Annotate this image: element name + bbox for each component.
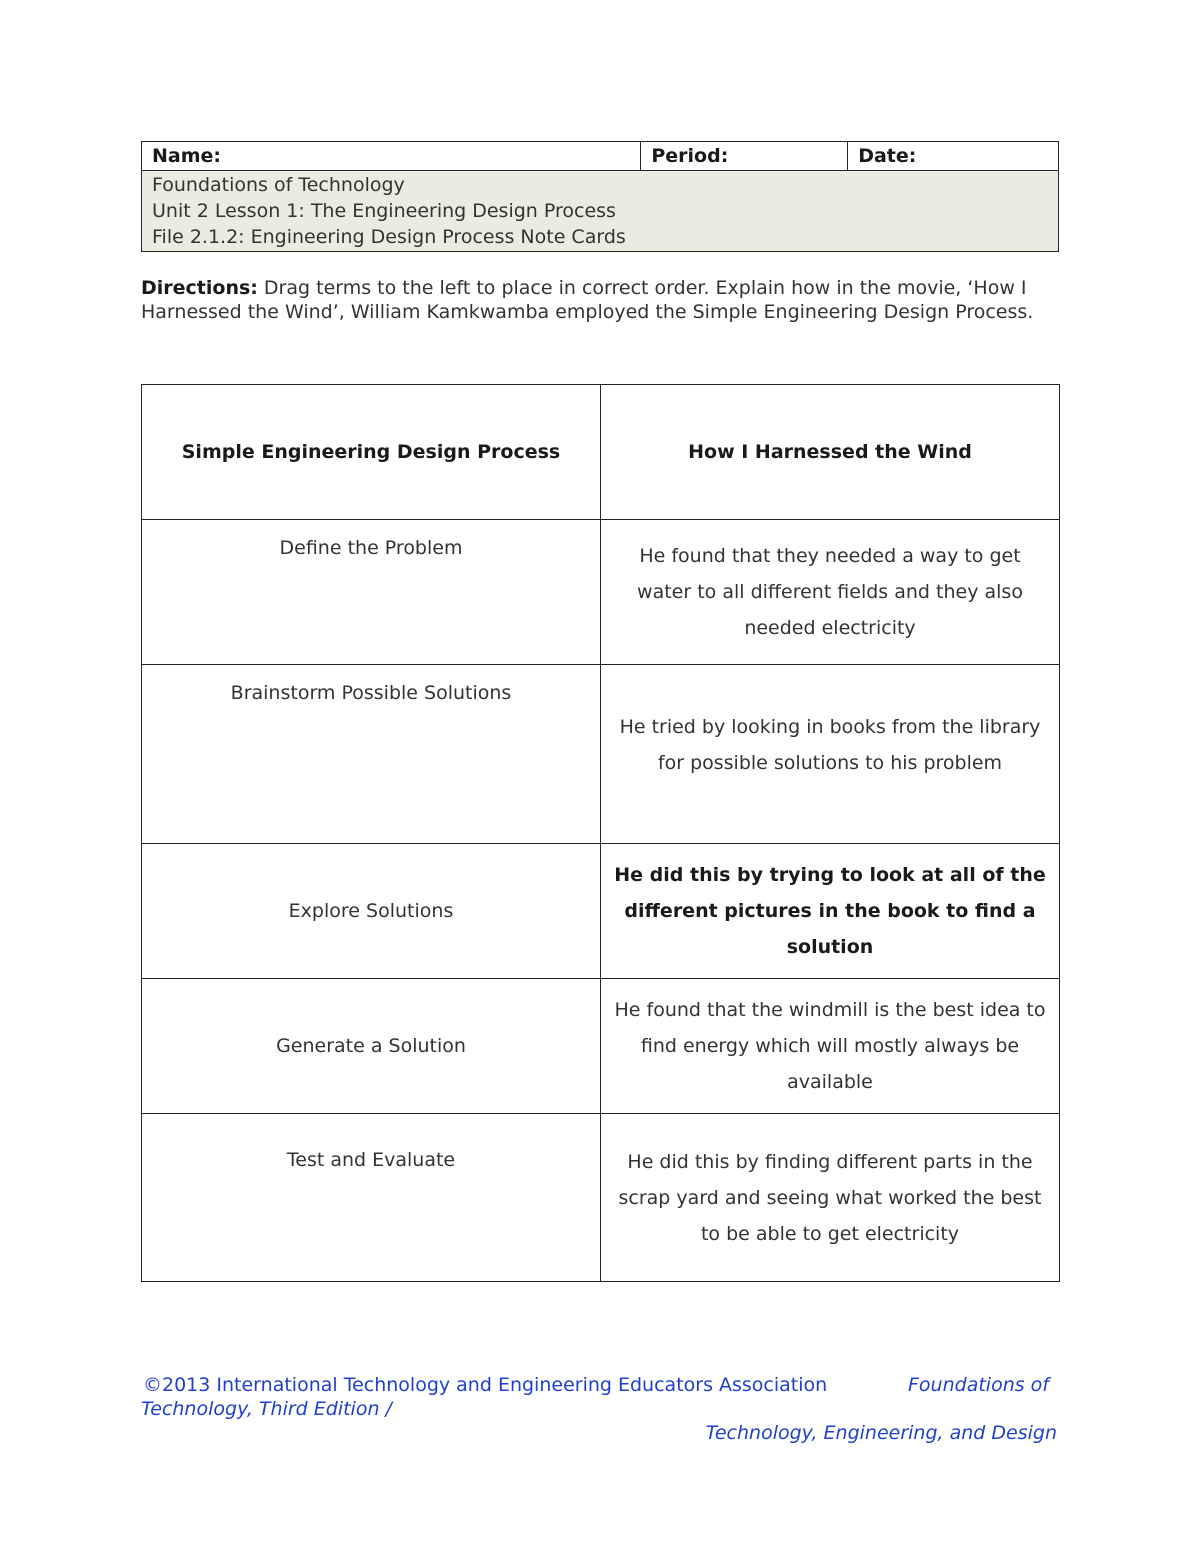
book-title-part3: Technology, Engineering, and Design (705, 1422, 1057, 1444)
process-step[interactable]: Test and Evaluate (142, 1114, 601, 1282)
process-step[interactable]: Define the Problem (142, 520, 601, 665)
column-header-movie: How I Harnessed the Wind (601, 385, 1060, 520)
course-info (142, 171, 1059, 252)
book-title-part2: Technology, Third Edition / (141, 1398, 392, 1420)
page-footer (141, 1374, 1059, 1445)
process-step[interactable]: Brainstorm Possible Solutions (142, 665, 601, 844)
copyright-notice: ©2013 International Technology and Engineering Educators Association (143, 1374, 828, 1396)
directions (141, 276, 1063, 324)
table-row (142, 1114, 1060, 1282)
process-step[interactable]: Explore Solutions (142, 844, 601, 979)
step-explanation[interactable]: He did this by trying to look at all of the different pictures in the book to find a solution (601, 844, 1060, 979)
date-field-label[interactable]: Date: (848, 142, 1059, 171)
step-explanation[interactable]: He tried by looking in books from the library for possible solutions to his problem (601, 665, 1060, 844)
file-title: File 2.1.2: Engineering Design Process Note Cards (152, 226, 626, 248)
course-title: Foundations of Technology (152, 174, 405, 196)
table-row (142, 665, 1060, 844)
directions-text: Drag terms to the left to place in correct order. Explain how in the movie, ‘How I Harnessed the Wind’, William Kamkwamba employed the Simple Engineering Design Process. (141, 277, 1034, 323)
period-field-label[interactable]: Period: (641, 142, 848, 171)
name-field-label[interactable]: Name: (142, 142, 641, 171)
design-process-table (141, 384, 1060, 1282)
step-explanation[interactable]: He did this by finding different parts in the scrap yard and seeing what worked the best to be able to get electricity (601, 1114, 1060, 1282)
lesson-title: Unit 2 Lesson 1: The Engineering Design Process (152, 200, 616, 222)
directions-label: Directions: (141, 277, 258, 299)
column-header-process: Simple Engineering Design Process (142, 385, 601, 520)
step-explanation[interactable]: He found that the windmill is the best idea to find energy which will mostly always be available (601, 979, 1060, 1114)
table-row (142, 520, 1060, 665)
table-row (142, 844, 1060, 979)
header-info-table (141, 141, 1059, 252)
book-title-part1: Foundations of (908, 1374, 1049, 1396)
step-explanation[interactable]: He found that they needed a way to get water to all different fields and they also needed electricity (601, 520, 1060, 665)
table-row (142, 979, 1060, 1114)
process-step[interactable]: Generate a Solution (142, 979, 601, 1114)
